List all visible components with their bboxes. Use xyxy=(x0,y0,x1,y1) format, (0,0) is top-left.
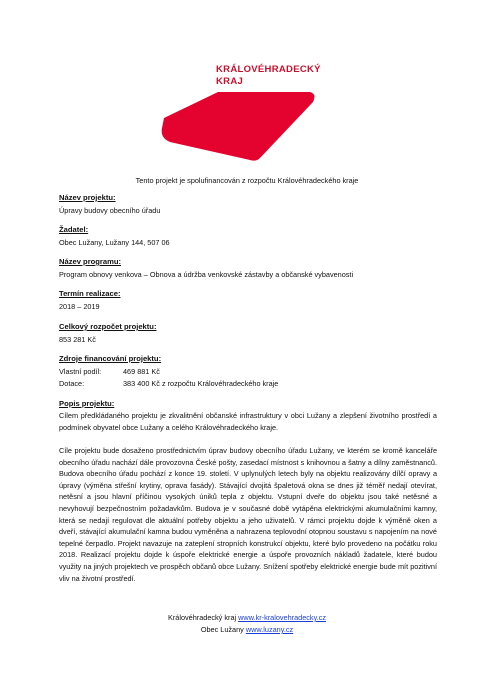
footer-obec-link[interactable]: www.luzany.cz xyxy=(245,625,294,634)
section-funding xyxy=(59,354,439,390)
kralovehradecky-logo-icon xyxy=(160,92,320,162)
description-paragraph-1: Cílem předkládaného projektu je zkvalitnění občanské infrastruktury v obci Lužany a zlepšení životního prostředí a podmínek obyvatel obce Lužany a celého Královéhradeckého kraje. xyxy=(59,411,437,432)
program-value: Program obnovy venkova – Obnova a údržba venkovské zástavby a občanské vybavenosti xyxy=(59,270,354,279)
funding-label: Zdroje financování projektu: xyxy=(59,354,162,363)
logo-text xyxy=(216,64,336,88)
applicant-value: Obec Lužany, Lužany 144, 507 06 xyxy=(59,238,170,247)
cofinancing-statement: Tento projekt je spolufinancován z rozpočtu Královéhradeckého kraje xyxy=(135,176,359,185)
grant-label: Dotace: xyxy=(59,379,85,388)
section-description xyxy=(59,399,439,409)
section-program xyxy=(59,257,439,280)
funding-grant-row xyxy=(59,378,439,390)
description-label: Popis projektu: xyxy=(59,399,115,408)
section-applicant xyxy=(59,225,439,248)
budget-value: 853 281 Kč xyxy=(59,335,96,344)
logo-line-2: KRAJ xyxy=(216,76,244,87)
project-name-label: Název projektu: xyxy=(59,193,116,202)
section-project-name xyxy=(59,193,439,216)
project-name-value: Úpravy budovy obecního úřadu xyxy=(59,206,161,215)
term-value: 2018 – 2019 xyxy=(59,302,100,311)
footer-kraj xyxy=(0,613,494,622)
section-term xyxy=(59,289,439,312)
own-share-label: Vlastní podíl: xyxy=(59,367,102,376)
own-share-value: 469 881 Kč xyxy=(123,367,160,376)
footer-kraj-link[interactable]: www.kr-kralovehradecky.cz xyxy=(238,613,327,622)
funding-own-row xyxy=(59,366,439,378)
logo-line-1: KRÁLOVÉHRADECKÝ xyxy=(216,64,321,75)
grant-value: 383 400 Kč z rozpočtu Královéhradeckého kraje xyxy=(123,379,279,388)
term-label: Termín realizace: xyxy=(59,289,121,298)
program-label: Název programu: xyxy=(59,257,122,266)
applicant-label: Žadatel: xyxy=(59,225,89,234)
description-paragraph-2: Cíle projektu bude dosaženo prostřednictvím úprav budovy obecního úřadu Lužany, ve kterém se kromě kanceláře obecního úřadu nachází dále provozovna České pošty, zasedací místnost s knihovnou a šatny a dílny zaměstnanců. Budova obecního úřadu pochází z konce 19. století. V uplynulých letech byly na objektu realizovány dílčí opravy a úpravy (výměna střešní krytiny, oprava fasády). Stávající dvojitá špaletová okna se dnes již téměř nedají otevírat, netěsní a jsou hlavní příčinou vysokých úniků tepla z objektu. Vstupní dveře do objektu jsou také netěsné a nevyhovují bezpečnostním požadavkům. Budova je v současné době vytápěna elektrickými akumulačními kamny, která se nedají regulovat dle aktuální potřeby objektu a jeho uživatelů. V rámci projektu dojde k výměně oken a dveří, stávající akumulační kamna budou vyměněna a nahrazena teplovodní otopnou soustavu s napojením na nové tepelné čerpadlo. Projekt navazuje na zateplení stropních konstrukcí objektu, které bylo provedeno na počátku roku 2018. Realizací projektu dojde k úspoře elektrické energie a úspoře provozních nákladů žadatele, které budou využity na jiných projektech ve prospěch občanů obce Lužany. Snížení spotřeby elektrické energie bude mít pozitivní vliv na životní prostředí. xyxy=(59,446,437,583)
footer-obec-text: Obec Lužany xyxy=(200,625,244,634)
section-budget xyxy=(59,322,439,345)
footer-obec xyxy=(0,625,494,634)
footer-kraj-text: Královéhradecký kraj xyxy=(167,613,237,622)
budget-label: Celkový rozpočet projektu: xyxy=(59,322,157,331)
